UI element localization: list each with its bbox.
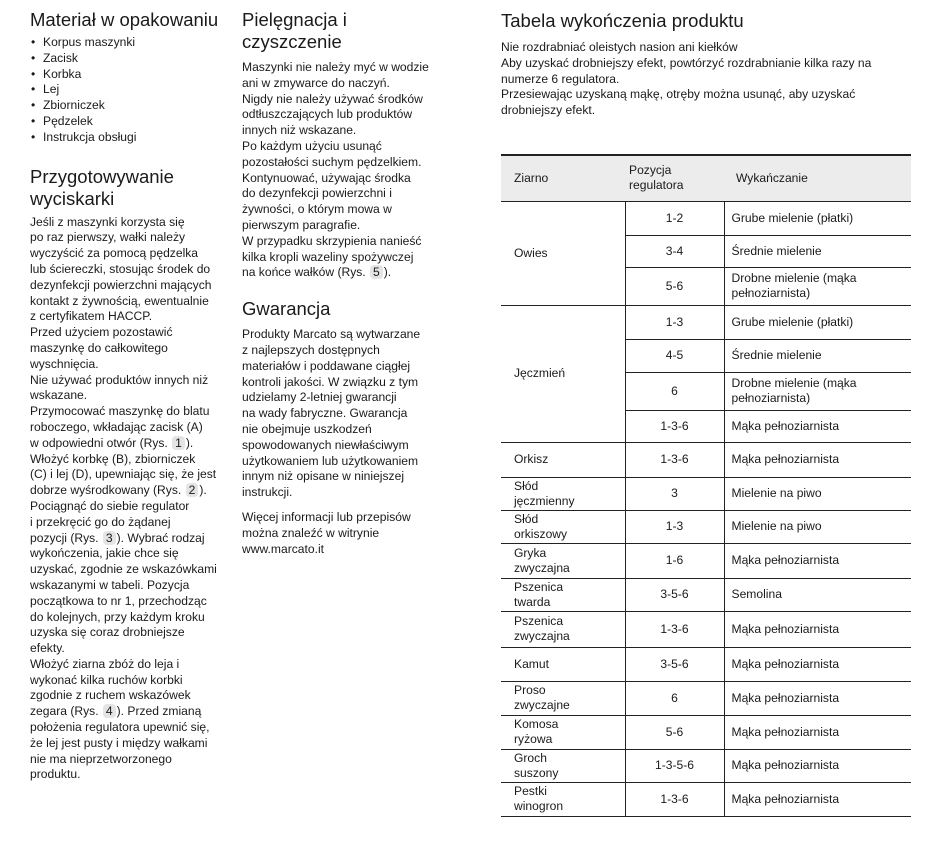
preparation-heading [30,166,230,210]
grain-cell [501,782,625,816]
text-line: Włożyć ziarna zbóż do leja i [30,656,180,671]
table-header-row [501,155,911,202]
finish-label: Drobne mielenie (mąka pełnoziarnista) [731,271,857,301]
finish-cell [724,410,911,442]
finish-table-notes [501,40,911,119]
position-cell: 1-3-6 [625,782,724,816]
column-header-finish: Wykańczanie [724,155,911,202]
position-cell: 1-3-6 [625,410,724,442]
list-item: • Korpus maszynki [30,35,230,51]
text-line: spowodowanych niewłaściwym [242,437,409,452]
finish-label: Mąka pełnoziarnista [731,758,840,773]
text-line: zgodnie z ruchem wskazówek [30,688,191,703]
list-item: • Korbka [30,67,230,83]
text-line: lub ściereczki, stosując środek do [30,261,211,276]
position-cell: 4-5 [625,339,724,372]
finish-label: Mielenie na piwo [731,486,822,501]
grain-cell [501,442,625,477]
text-line: początkowa to nr 1, przechodząc [30,593,207,608]
text-line: wykonać kilka ruchów korbki [30,672,183,687]
position-cell: 3-5-6 [625,578,724,611]
finish-cell [724,715,911,749]
text-line: wskazanymi w tabeli. Pozycja [30,577,190,592]
position-cell: 3-5-6 [625,647,724,681]
middle-column [242,0,442,557]
column-header-grain: Ziarno [501,155,625,202]
finish-cell [724,477,911,510]
table-row [501,477,911,510]
finish-cell [724,647,911,681]
table-row [501,647,911,681]
grain-label: Kamut [514,656,549,671]
text-line: Przed użyciem pozostawić [30,325,173,340]
grain-cell [501,681,625,715]
more-info-text [242,510,442,557]
grain-cell [501,305,625,442]
column-header-position-label: Pozycja regulatora [629,163,684,193]
text-line: uzyska się coraz drobniejsze [30,625,185,640]
text-line: po raz pierwszy, wałki należy [30,230,186,245]
text-line: do dezynfekcji powierzchni i [242,186,392,201]
text-line: udzielamy 2-letniej gwarancji [242,390,397,405]
figure-ref-badge: 2 [186,483,199,497]
text-line: można znaleźć w witrynie [242,525,380,540]
note-line: drobniejszy efekt. [501,103,596,118]
text-line: użytkowaniem lub użytkowaniem [242,453,419,468]
finish-table [501,154,911,817]
finish-cell [724,267,911,305]
position-cell: 3 [625,477,724,510]
finish-label: Drobne mielenie (mąka pełnoziarnista) [731,376,857,406]
finish-cell [724,339,911,372]
figure-ref-badge: 3 [103,531,116,545]
finish-label: Mąka pełnoziarnista [731,418,840,433]
warranty-text [242,327,442,501]
text-line: Włożyć korbkę (B), zbiorniczek [30,451,196,466]
grain-cell [501,543,625,578]
finish-label: Grube mielenie (płatki) [731,210,854,225]
table-row [501,782,911,816]
note-line: Aby uzyskać drobniejszy efekt, powtórzyć rozdrabnianie kilka razy na [501,55,872,70]
finish-cell [724,681,911,715]
finish-label: Mielenie na piwo [731,519,822,534]
text-line: materiałów i poddawane ciągłej [242,358,411,373]
finish-cell [724,782,911,816]
text-line: Po każdym użyciu usunąć [242,138,382,153]
preparation-heading-line: wyciskarki [30,187,115,209]
text-line: uzyskać, zgodnie ze wskazówkami [30,562,217,577]
text-line: wyczyścić za pomocą pędzelka [30,246,199,261]
text-line: roboczego, wkładając zacisk (A) [30,419,203,434]
figure-ref-badge: 4 [103,704,116,718]
grain-cell [501,477,625,510]
column-header-position [625,155,724,202]
text-line: na końce wałków (Rys. 5 ). [242,265,392,280]
text-line: nie obejmuje uszkodzeń [242,421,372,436]
text-line: do kolejnych, przy każdym kroku [30,609,205,624]
grain-label: Pszenica zwyczajna [514,614,570,644]
text-line: i przekręcić go do żądanej [30,514,171,529]
finish-label: Mąka pełnoziarnista [731,553,840,568]
text-line: wyschnięcia. [30,356,99,371]
grain-label: Pszenica twarda [514,579,564,609]
table-row [501,543,911,578]
finish-cell [724,611,911,647]
note-line: numerze 6 regulatora. [501,71,620,86]
text-line: www.marcato.it [242,541,324,556]
text-line: kontroli jakości. W związku z tym [242,374,419,389]
position-cell: 5-6 [625,715,724,749]
note-line: Przesiewając uzyskaną mąkę, otręby można usunąć, aby uzyskać [501,87,856,102]
grain-cell [501,749,625,782]
materials-heading: Materiał w opakowaniu [30,9,219,30]
note-line: Nie rozdrabniać oleistych nasion ani kiełków [501,40,738,54]
figure-ref-badge: 1 [172,436,185,450]
grain-label: Owies [514,245,548,260]
text-line: położenia regulatora upewnić się, [30,720,210,735]
finish-cell [724,543,911,578]
list-item: • Lej [30,82,230,98]
materials-list [30,35,230,146]
grain-label: Słód orkiszowy [514,511,568,541]
table-row [501,201,911,235]
grain-cell [501,201,625,305]
left-column [30,0,230,783]
text-line: Jeśli z maszynki korzysta się [30,214,185,229]
care-heading-line: czyszczenie [242,31,342,52]
text-line: maszynkę do całkowitego [30,340,168,355]
position-cell: 5-6 [625,267,724,305]
text-line: produktu. [30,767,81,782]
text-line: wskazane. [30,388,88,403]
grain-cell [501,647,625,681]
table-row [501,681,911,715]
finish-cell [724,235,911,267]
preparation-heading-line: Przygotowywanie [30,165,174,187]
table-row [501,611,911,647]
grain-cell [501,715,625,749]
text-line: z najlepszych dostępnych [242,342,380,357]
list-item: • Pędzelek [30,114,230,130]
text-line: pozostałości suchym pędzelkiem. [242,154,422,169]
grain-label: Gryka zwyczajna [514,545,570,575]
finish-cell [724,372,911,410]
right-column [501,0,911,817]
position-cell: 1-3 [625,510,724,543]
finish-label: Średnie mielenie [731,243,822,258]
list-item: • Zbiorniczek [30,98,230,114]
figure-ref-badge: 5 [370,265,383,279]
text-line: w odpowiedni otwór (Rys. 1 ). [30,435,194,450]
text-line: (C) i lej (D), upewniając się, że jest [30,467,217,482]
table-row [501,510,911,543]
finish-label: Mąka pełnoziarnista [731,724,840,739]
text-line: Pociągnąć do siebie regulator [30,498,190,513]
text-line: na wady fabryczne. Gwarancja [242,406,408,421]
text-line: dobrze wyśrodkowany (Rys. 2 ). [30,483,207,498]
position-cell: 1-3 [625,305,724,339]
list-item: • Zacisk [30,51,230,67]
text-line: kilka kropli wazeliny spożywczej [242,249,414,264]
grain-label: Groch suszony [514,750,559,780]
position-cell: 1-3-6 [625,611,724,647]
position-cell: 6 [625,372,724,410]
text-line: W przypadku skrzypienia nanieść [242,233,422,248]
care-text [242,60,442,281]
text-line: Nie używać produktów innych niż [30,372,209,387]
position-cell: 1-3-5-6 [625,749,724,782]
finish-cell [724,201,911,235]
position-cell: 3-4 [625,235,724,267]
table-row [501,578,911,611]
text-line: zegara (Rys. 4 ). Przed zmianą [30,704,202,719]
grain-label: Słód jęczmienny [514,478,575,508]
text-line: innych niż wskazane. [242,123,357,138]
finish-cell [724,578,911,611]
grain-cell [501,611,625,647]
grain-label: Pestki winogron [514,784,564,814]
finish-label: Mąka pełnoziarnista [731,791,840,806]
text-line: Kontynuować, używając środka [242,170,411,185]
finish-label: Mąka pełnoziarnista [731,656,840,671]
table-row [501,305,911,339]
list-item: • Instrukcja obsługi [30,130,230,146]
text-line: efekty. [30,641,65,656]
finish-cell [724,749,911,782]
table-row [501,749,911,782]
warranty-heading: Gwarancja [242,298,331,320]
grain-label: Jęczmień [514,366,566,381]
position-cell: 1-2 [625,201,724,235]
grain-label: Proso zwyczajne [514,683,570,713]
care-heading-line: Pielęgnacja i [242,9,347,30]
finish-cell [724,510,911,543]
finish-table-heading: Tabela wykończenia produktu [501,10,744,31]
table-row [501,442,911,477]
grain-label: Komosa ryżowa [514,717,559,747]
position-cell: 6 [625,681,724,715]
text-line: instrukcji. [242,485,293,500]
text-line: Nigdy nie należy używać środków [242,91,423,106]
text-line: dezynfekcji powierzchni mających [30,277,212,292]
text-line: Produkty Marcato są wytwarzane [242,327,421,342]
care-heading [242,9,442,53]
grain-cell [501,510,625,543]
finish-cell [724,305,911,339]
finish-label: Grube mielenie (płatki) [731,314,854,329]
finish-label: Semolina [731,587,782,602]
position-cell: 1-3-6 [625,442,724,477]
text-line: że lej jest pusty i między wałkami [30,735,208,750]
text-line: Więcej informacji lub przepisów [242,509,411,524]
text-line: ani w zmywarce do naczyń. [242,75,390,90]
table-body [501,201,911,816]
grain-label: Orkisz [514,452,549,467]
finish-label: Średnie mielenie [731,348,822,363]
preparation-text [30,215,230,784]
finish-label: Mąka pełnoziarnista [731,452,840,467]
position-cell: 1-6 [625,543,724,578]
text-line: odtłuszczających lub produktów [242,107,413,122]
text-line: Maszynki nie należy myć w wodzie [242,60,429,74]
text-line: Przymocować maszynkę do blatu [30,404,210,419]
text-line: żywności, o którym mowa w [242,202,392,217]
text-line: wykończenia, jakie chce się [30,546,179,561]
text-line: pozycji (Rys. 3 ). Wybrać rodzaj [30,530,205,545]
table-row [501,715,911,749]
finish-cell [724,442,911,477]
text-line: kontakt z żywnością, ewentualnie [30,293,209,308]
text-line: z certyfikatem HACCP. [30,309,153,324]
text-line: innym niż opisane w niniejszej [242,469,405,484]
text-line: nie ma nieprzetworzonego [30,751,172,766]
grain-cell [501,578,625,611]
text-line: pierwszym paragrafie. [242,217,361,232]
finish-label: Mąka pełnoziarnista [731,690,840,705]
finish-label: Mąka pełnoziarnista [731,621,840,636]
